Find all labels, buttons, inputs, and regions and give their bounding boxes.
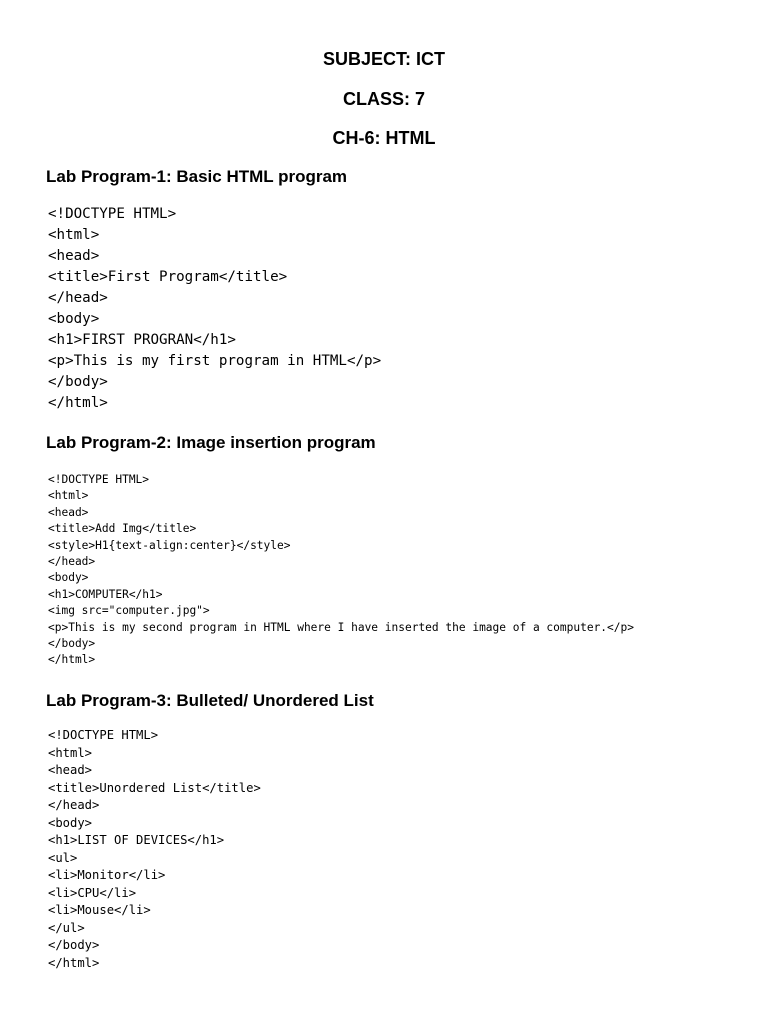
code-line: <!DOCTYPE HTML> — [48, 473, 150, 486]
code-line: </body> — [48, 938, 100, 952]
code-line: </html> — [48, 395, 108, 411]
code-line: <p>This is my second program in HTML where I have inserted the image of a computer.</p> — [48, 620, 634, 634]
code-line: </html> — [48, 955, 100, 970]
code-line: <img src="computer.jpg"> — [48, 604, 210, 618]
code-line: <body> — [48, 815, 93, 830]
code-line: <title>First Program</title> — [48, 269, 288, 285]
code-line: <title>Unordered List</title> — [48, 780, 261, 795]
code-line: <head> — [48, 763, 93, 777]
code-line: <body> — [48, 571, 89, 585]
lab-program-2-code — [48, 472, 634, 669]
code-line: <style>H1{text-align:center}</style> — [48, 538, 291, 552]
class-title: CLASS: 7 — [342, 89, 425, 109]
code-line: <li>Monitor</li> — [48, 868, 166, 882]
code-line: <title>Add Img</title> — [48, 522, 197, 536]
code-line: <h1>LIST OF DEVICES</h1> — [48, 833, 225, 847]
code-line: <li>Mouse</li> — [48, 903, 151, 917]
code-line: <body> — [48, 311, 100, 327]
code-line: </html> — [48, 653, 96, 667]
lab-program-1-code — [48, 204, 381, 414]
code-line: <h1>FIRST PROGRAN</h1> — [48, 332, 236, 348]
lab-program-3-code — [48, 727, 261, 972]
lab-program-1-heading: Lab Program-1: Basic HTML program — [46, 167, 348, 186]
code-line: </head> — [48, 798, 100, 812]
code-line: <head> — [48, 505, 89, 519]
code-line: <ul> — [48, 850, 78, 865]
chapter-title: CH-6: HTML — [332, 128, 436, 148]
code-line: </ul> — [48, 920, 85, 935]
lab-program-2-heading: Lab Program-2: Image insertion program — [46, 433, 376, 452]
code-line: <p>This is my first program in HTML</p> — [48, 353, 382, 369]
code-line: <!DOCTYPE HTML> — [48, 206, 177, 222]
code-line: <html> — [48, 227, 100, 243]
code-line: <li>CPU</li> — [48, 885, 137, 900]
code-line: <html> — [48, 745, 93, 760]
subject-title: SUBJECT: ICT — [322, 49, 445, 69]
code-line: </body> — [48, 637, 96, 651]
code-line: <h1>COMPUTER</h1> — [48, 587, 163, 601]
code-line: </head> — [48, 290, 108, 306]
code-line: <html> — [48, 489, 89, 503]
code-line: </body> — [48, 374, 108, 390]
code-line: </head> — [48, 555, 96, 569]
code-line: <!DOCTYPE HTML> — [48, 728, 159, 742]
lab-program-3-heading: Lab Program-3: Bulleted/ Unordered List — [46, 691, 374, 710]
code-line: <head> — [48, 248, 100, 264]
